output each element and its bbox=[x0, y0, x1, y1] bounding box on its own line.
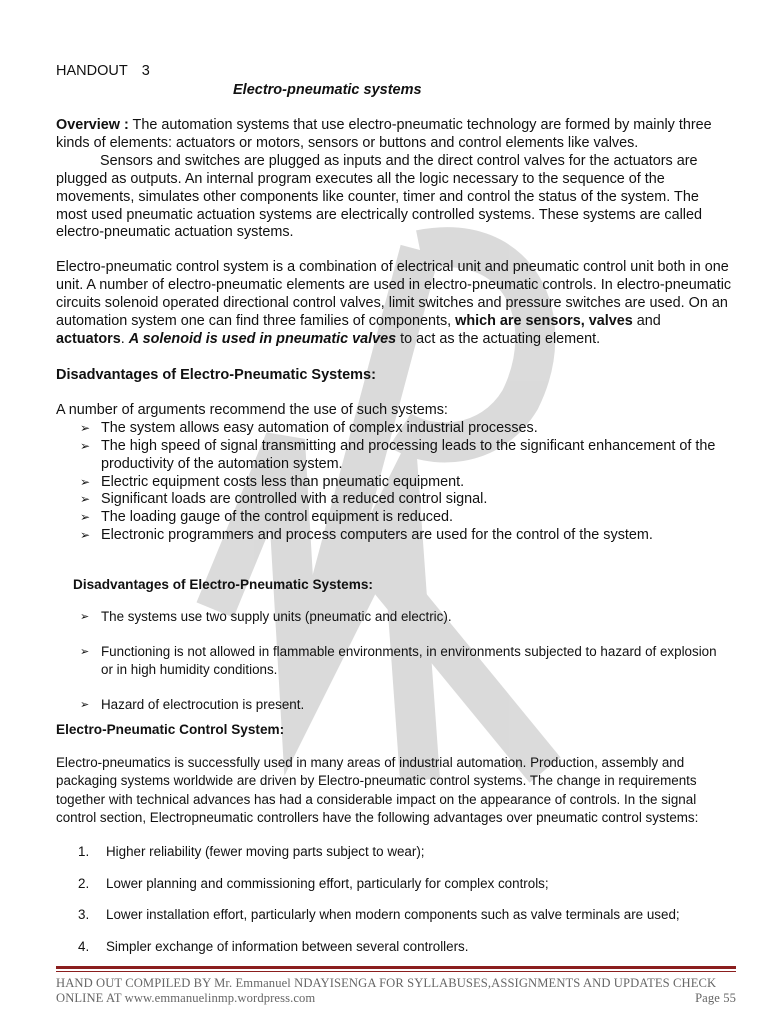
section1-intro: A number of arguments recommend the use of such systems: bbox=[56, 401, 448, 418]
list-item bbox=[80, 491, 732, 509]
control-bold-1: which are sensors, valves bbox=[455, 313, 633, 330]
control-text-2: and bbox=[632, 313, 661, 330]
footer-rule-thick bbox=[56, 966, 736, 969]
list-item bbox=[80, 696, 732, 715]
document-title: Electro-pneumatic systems bbox=[233, 82, 422, 98]
list-item-text: Significant loads are controlled with a reduced control signal. bbox=[101, 491, 488, 508]
list-item bbox=[80, 608, 732, 627]
section2-heading: Disadvantages of Electro-Pneumatic Systems: bbox=[73, 577, 373, 593]
control-bold-2: actuators bbox=[56, 330, 121, 347]
control-paragraph bbox=[56, 259, 732, 349]
arrow-bullet-icon: ➢ bbox=[80, 645, 90, 658]
list-item bbox=[78, 875, 732, 893]
list-item-text: Higher reliability (fewer moving parts subject to wear); bbox=[106, 843, 425, 859]
list-item bbox=[80, 474, 732, 492]
page-number: Page 55 bbox=[695, 991, 736, 1005]
list-item bbox=[78, 938, 732, 956]
list-item bbox=[80, 643, 732, 680]
list-item-text: The systems use two supply units (pneumatic and electric). bbox=[101, 609, 452, 625]
list-item bbox=[80, 527, 732, 545]
advantages-list bbox=[56, 843, 732, 956]
section1-list bbox=[56, 420, 732, 545]
list-item-text: Hazard of electrocution is present. bbox=[101, 696, 305, 712]
footer-line-1: HAND OUT COMPILED BY Mr. Emmanuel NDAYISENGA FOR SYLLABUSES,ASSIGNMENTS AND UPDATES CHECK bbox=[56, 976, 717, 990]
list-item-text: Electronic programmers and process computers are used for the control of the system. bbox=[101, 527, 653, 544]
page-footer bbox=[56, 966, 736, 1006]
list-item-text: Functioning is not allowed in flammable environments, in environments subjected to hazard of explosion or in high humidity conditions. bbox=[101, 643, 717, 678]
list-item-text: The high speed of signal transmitting and processing leads to the significant enhancement of the productivity of the automation system. bbox=[101, 437, 716, 472]
section3-paragraph: Electro-pneumatics is successfully used in many areas of industrial automation. Production, assembly and packaging systems worldwide are driven by Electro-pneumatic control systems. The change in requirements together with technical advances has had a considerable impact on the appearance of controls. In the signal control section, Electropneumatic controllers have the following advantages over pneumatic control systems: bbox=[56, 755, 699, 825]
list-item bbox=[78, 906, 732, 924]
arrow-bullet-icon: ➢ bbox=[80, 611, 90, 624]
arrow-bullet-icon: ➢ bbox=[80, 420, 91, 435]
item-number: 1. bbox=[78, 843, 90, 859]
overview-paragraph bbox=[56, 117, 732, 153]
control-text-1: Electro-pneumatic control system is a combination of electrical unit and pneumatic control unit both in one unit. A number of electro-pneumatic elements are used in electro-pneumatic controls. In electro-pneumatic circuits solenoid operated directional control valves, limit switches and pressure switches are used. On an automation system one can find three families of components, bbox=[56, 259, 732, 330]
footer-line-2: ONLINE AT www.emmanuelinmp.wordpress.com bbox=[56, 991, 316, 1005]
arrow-bullet-icon: ➢ bbox=[80, 474, 91, 489]
list-item-text: Simpler exchange of information between several controllers. bbox=[106, 938, 469, 954]
list-item-text: Electric equipment costs less than pneumatic equipment. bbox=[101, 473, 465, 490]
overview-paragraph-2: Sensors and switches are plugged as inputs and the direct control valves for the actuators are plugged as outputs. An internal program executes all the logic necessary to the sequence of the movements, simulates other components like counter, timer and control the status of the system. The most used pneumatic actuation systems are electrically controlled systems. These systems are called electro-pneumatic actuation systems. bbox=[56, 152, 702, 241]
list-item bbox=[80, 509, 732, 527]
arrow-bullet-icon: ➢ bbox=[80, 492, 91, 507]
list-item bbox=[78, 843, 732, 861]
control-text-3: . bbox=[120, 330, 129, 347]
section2-list bbox=[56, 608, 732, 714]
arrow-bullet-icon: ➢ bbox=[80, 528, 91, 543]
overview-label: Overview : bbox=[56, 117, 129, 133]
overview-text-1: The automation systems that use electro-pneumatic technology are formed by mainly three kinds of elements: actuators or motors, sensors or buttons and control elements like valves. bbox=[56, 117, 712, 151]
section3-heading: Electro-Pneumatic Control System: bbox=[56, 722, 285, 738]
arrow-bullet-icon: ➢ bbox=[80, 438, 91, 453]
list-item bbox=[80, 420, 732, 438]
footer-text bbox=[56, 976, 736, 1006]
control-text-4: to act as the actuating element. bbox=[396, 330, 601, 347]
document-body bbox=[56, 62, 732, 956]
handout-number: 3 bbox=[141, 63, 150, 79]
item-number: 4. bbox=[78, 938, 90, 954]
arrow-bullet-icon: ➢ bbox=[80, 698, 90, 711]
footer-rule-thin bbox=[56, 971, 736, 972]
control-bold-italic: A solenoid is used in pneumatic valves bbox=[128, 330, 397, 347]
list-item bbox=[80, 438, 732, 474]
list-item-text: The system allows easy automation of complex industrial processes. bbox=[101, 419, 538, 436]
item-number: 3. bbox=[78, 907, 90, 923]
list-item-text: Lower planning and commissioning effort, particularly for complex controls; bbox=[106, 875, 549, 891]
arrow-bullet-icon: ➢ bbox=[80, 510, 91, 525]
list-item-text: Lower installation effort, particularly when modern components such as valve terminals are used; bbox=[106, 907, 680, 923]
section1-heading: Disadvantages of Electro-Pneumatic Systems: bbox=[56, 366, 376, 383]
handout-label bbox=[56, 62, 732, 81]
handout-word: HANDOUT bbox=[56, 63, 128, 79]
item-number: 2. bbox=[78, 875, 90, 891]
list-item-text: The loading gauge of the control equipment is reduced. bbox=[101, 509, 454, 526]
